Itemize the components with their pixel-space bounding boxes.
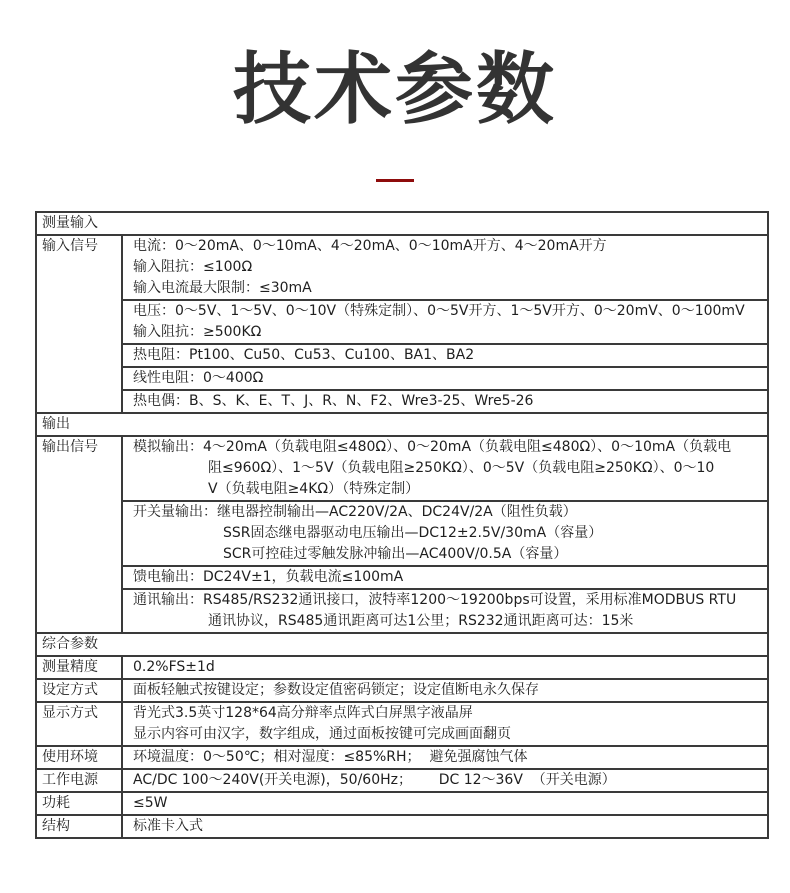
section-label: 测量输入 bbox=[42, 215, 98, 231]
red-divider bbox=[376, 179, 414, 182]
subrow-feed-output bbox=[123, 565, 767, 588]
row-label-text: 测量精度 bbox=[42, 659, 98, 675]
spec-line: 阻≤960Ω）、1～5V（负载电阻≥250KΩ）、0～5V（负载电阻≥250KΩ）、0～10 bbox=[208, 460, 715, 476]
spec-line: 模拟输出：4～20mA（负载电阻≤480Ω）、0～20mA（负载电阻≤480Ω）、0～10mA（负载电 bbox=[133, 439, 732, 455]
spec-line: 显示内容可由汉字，数字组成，通过面板按键可完成画面翻页 bbox=[133, 726, 511, 742]
row-label bbox=[37, 703, 123, 745]
section-row-general-params bbox=[37, 632, 767, 655]
page-title: 技术参数 bbox=[232, 45, 557, 135]
spec-line: 标准卡入式 bbox=[133, 818, 203, 834]
table-row-environment bbox=[37, 745, 767, 768]
row-content bbox=[123, 793, 767, 814]
spec-line: 热电偶：B、S、K、E、T、J、R、N、F2、Wre3-25、Wre5-26 bbox=[133, 393, 534, 409]
spec-line: 输入电流最大限制：≤30mA bbox=[133, 280, 312, 296]
subrow bbox=[123, 680, 767, 701]
spec-line: 线性电阻：0～400Ω bbox=[133, 370, 264, 386]
subrow-analog-output bbox=[123, 437, 767, 500]
section-row-measure-input bbox=[37, 213, 767, 234]
spec-line: SCR可控硅过零触发脉冲输出—AC400V/0.5A（容量） bbox=[223, 546, 568, 562]
row-label bbox=[37, 680, 123, 701]
table-row-output-signal bbox=[37, 435, 767, 632]
spec-line: 热电阻：Pt100、Cu50、Cu53、Cu100、BA1、BA2 bbox=[133, 347, 475, 363]
subrow bbox=[123, 703, 767, 745]
table-row-power-supply bbox=[37, 768, 767, 791]
spec-line: 电压：0～5V、1～5V、0～10V（特殊定制）、0～5V开方、1～5V开方、0～20mV、0～100mV bbox=[133, 303, 745, 319]
spec-line: 面板轻触式按键设定；参数设定值密码锁定；设定值断电永久保存 bbox=[133, 682, 539, 698]
row-content bbox=[123, 437, 767, 632]
row-label-text: 使用环境 bbox=[42, 749, 98, 765]
row-content bbox=[123, 770, 767, 791]
subrow-comm-output bbox=[123, 588, 767, 632]
row-label bbox=[37, 657, 123, 678]
row-label-text: 结构 bbox=[42, 818, 70, 834]
spec-line: 背光式3.5英寸128*64高分辩率点阵式白屏黑字液晶屏 bbox=[133, 705, 473, 721]
subrow-linear-resistance bbox=[123, 366, 767, 389]
row-label bbox=[37, 747, 123, 768]
subrow-thermocouple bbox=[123, 389, 767, 412]
row-label bbox=[37, 770, 123, 791]
table-row-accuracy bbox=[37, 655, 767, 678]
table-row-display-method bbox=[37, 701, 767, 745]
row-label-text: 工作电源 bbox=[42, 772, 98, 788]
row-label-text: 输出信号 bbox=[42, 439, 98, 455]
subrow bbox=[123, 793, 767, 814]
row-label-text: 输入信号 bbox=[42, 238, 98, 254]
table-row-power-consumption bbox=[37, 791, 767, 814]
spec-line: 馈电输出：DC24V±1，负载电流≤100mA bbox=[133, 569, 404, 585]
spec-line: ≤5W bbox=[133, 795, 168, 811]
section-label: 综合参数 bbox=[42, 636, 98, 652]
row-label bbox=[37, 793, 123, 814]
subrow-current bbox=[123, 236, 767, 299]
section-label: 输出 bbox=[42, 416, 70, 432]
subrow-voltage bbox=[123, 299, 767, 343]
subrow bbox=[123, 657, 767, 678]
row-content bbox=[123, 703, 767, 745]
spec-line: 输入阻抗：≤100Ω bbox=[133, 259, 253, 275]
table-row-structure bbox=[37, 814, 767, 837]
row-label-text: 功耗 bbox=[42, 795, 70, 811]
row-content bbox=[123, 816, 767, 837]
row-label bbox=[37, 236, 123, 412]
spec-line: V（负载电阻≥4KΩ）（特殊定制） bbox=[208, 481, 420, 497]
subrow bbox=[123, 747, 767, 768]
row-content bbox=[123, 680, 767, 701]
row-content bbox=[123, 747, 767, 768]
subrow bbox=[123, 816, 767, 837]
row-content bbox=[123, 657, 767, 678]
spec-line: AC/DC 100～240V(开关电源)，50/60Hz； DC 12～36V （开关电源） bbox=[133, 772, 616, 788]
spec-line: 输入阻抗：≥500KΩ bbox=[133, 324, 262, 340]
subrow-switch-output bbox=[123, 500, 767, 565]
subrow bbox=[123, 770, 767, 791]
row-label bbox=[37, 816, 123, 837]
spec-line: 通讯协议，RS485通讯距离可达1公里；RS232通讯距离可达：15米 bbox=[208, 613, 634, 629]
spec-line: 环境温度：0～50℃；相对湿度：≤85%RH； 避免强腐蚀气体 bbox=[133, 749, 528, 765]
spec-line: SSR固态继电器驱动电压输出—DC12±2.5V/30mA（容量） bbox=[223, 525, 603, 541]
table-row-input-signal bbox=[37, 234, 767, 412]
row-label-text: 显示方式 bbox=[42, 705, 98, 721]
spec-line: 电流：0～20mA、0～10mA、4～20mA、0～10mA开方、4～20mA开方 bbox=[133, 238, 607, 254]
row-content bbox=[123, 236, 767, 412]
subrow-rtd bbox=[123, 343, 767, 366]
row-label-text: 设定方式 bbox=[42, 682, 98, 698]
row-label bbox=[37, 437, 123, 632]
section-row-output bbox=[37, 412, 767, 435]
spec-line: 开关量输出：继电器控制输出—AC220V/2A、DC24V/2A（阻性负载） bbox=[133, 504, 577, 520]
table-row-setting-method bbox=[37, 678, 767, 701]
spec-line: 通讯输出：RS485/RS232通讯接口，波特率1200～19200bps可设置，采用标准MODBUS RTU bbox=[133, 592, 737, 608]
spec-line: 0.2%FS±1d bbox=[133, 659, 215, 675]
spec-table bbox=[35, 211, 769, 839]
